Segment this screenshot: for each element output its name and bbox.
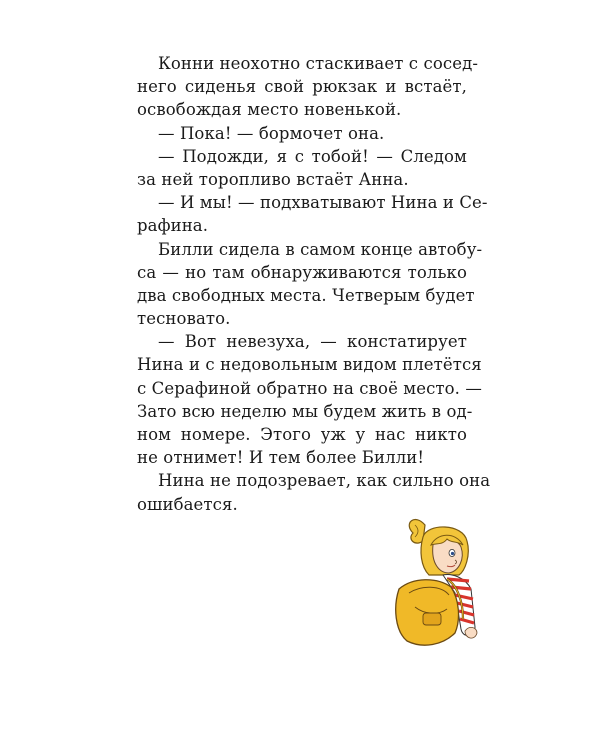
text-line: Нина не подозревает, как сильно она [158,471,491,491]
text-line: са — но там обнаруживаются только [137,262,467,282]
text-line: не отнимет! И тем более Билли! [137,448,425,468]
text-line: него сиденья свой рюкзак и встаёт, [137,77,467,97]
text-line: освобождая место новенькой. [137,100,402,120]
text-line: ошибается. [137,494,238,514]
text-line: с Серафиной обратно на своё место. — [137,378,482,398]
girl-with-backpack-illustration [385,515,495,650]
text-line: — Подожди, я с тобой! — Следом [158,146,467,166]
text-line: за ней торопливо встаёт Анна. [137,169,409,189]
text-line: ном номере. Этого уж у нас никто [137,425,467,444]
text-line: Билли сидела в самом конце автобу- [158,239,483,259]
text-line: Зато всю неделю мы будем жить в од- [137,401,473,421]
text-line: — Пока! — бормочет она. [158,123,385,143]
girl-with-backpack-icon [385,515,495,650]
text-line: тесновато. [137,309,231,329]
text-line: Конни неохотно стаскивает с сосед- [158,54,479,73]
text-line: два свободных места. Четверым будет [137,285,475,305]
text-line: рафина. [137,216,209,236]
text-line: — Вот невезуха, — констатирует [158,332,467,352]
text-line: Нина и с недовольным видом плетётся [137,355,482,375]
text-line: — И мы! — подхватывают Нина и Се- [158,193,488,213]
page-text [137,52,491,516]
